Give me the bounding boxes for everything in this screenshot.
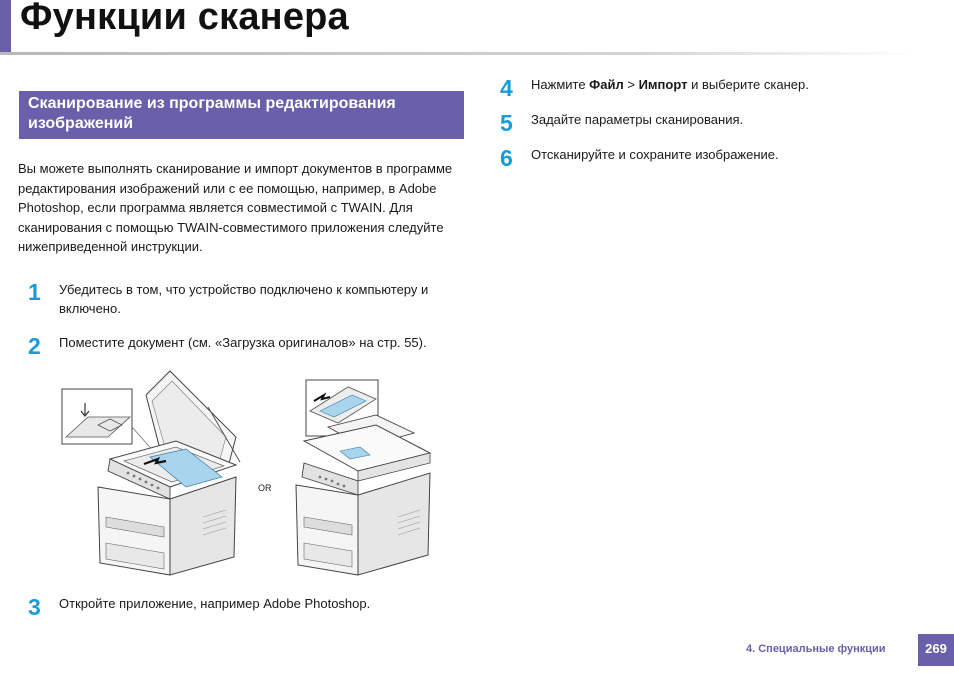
step-text-4: Нажмите Файл > Импорт и выберите сканер. (531, 77, 809, 92)
step-number-5: 5 (500, 110, 513, 136)
scanner-illustration (58, 367, 448, 577)
title-accent-bar (0, 0, 11, 52)
step-text-6: Отсканируйте и сохраните изображение. (531, 147, 779, 162)
page-number-badge: 269 (918, 634, 954, 666)
step-number-1: 1 (28, 279, 41, 305)
adf-scanner-drawing (296, 380, 430, 575)
step-text-2: Поместите документ (см. «Загрузка оригиналов» на стр. 55). (59, 335, 427, 350)
intro-paragraph: Вы можете выполнять сканирование и импорт документов в программе редактирования изображений или с ее помощью, например, в Adobe Photoshop, если программа является совместимой с TWAIN. Для сканирования с помощью TWAIN-совместимого приложения следуйте нижеприведенной инструкции. (18, 161, 453, 254)
step-number-2: 2 (28, 333, 41, 359)
step-number-4: 4 (500, 75, 513, 101)
page-title: Функции сканера (20, 0, 349, 38)
step-number-3: 3 (28, 594, 41, 620)
footer-chapter-label: 4. Специальные функции (746, 643, 886, 655)
menu-import-label: Импорт (638, 77, 688, 92)
menu-file-label: Файл (589, 77, 624, 92)
title-divider (0, 52, 916, 55)
step-number-6: 6 (500, 145, 513, 171)
step-text-1: Убедитесь в том, что устройство подключено к компьютеру и включено. (59, 282, 429, 316)
or-label: OR (258, 483, 272, 493)
flatbed-scanner-drawing (62, 371, 240, 575)
step-text-5: Задайте параметры сканирования. (531, 112, 744, 127)
step-text-3: Откройте приложение, например Adobe Photoshop. (59, 596, 371, 611)
section-heading: Сканирование из программы редактирования изображений (19, 91, 464, 139)
